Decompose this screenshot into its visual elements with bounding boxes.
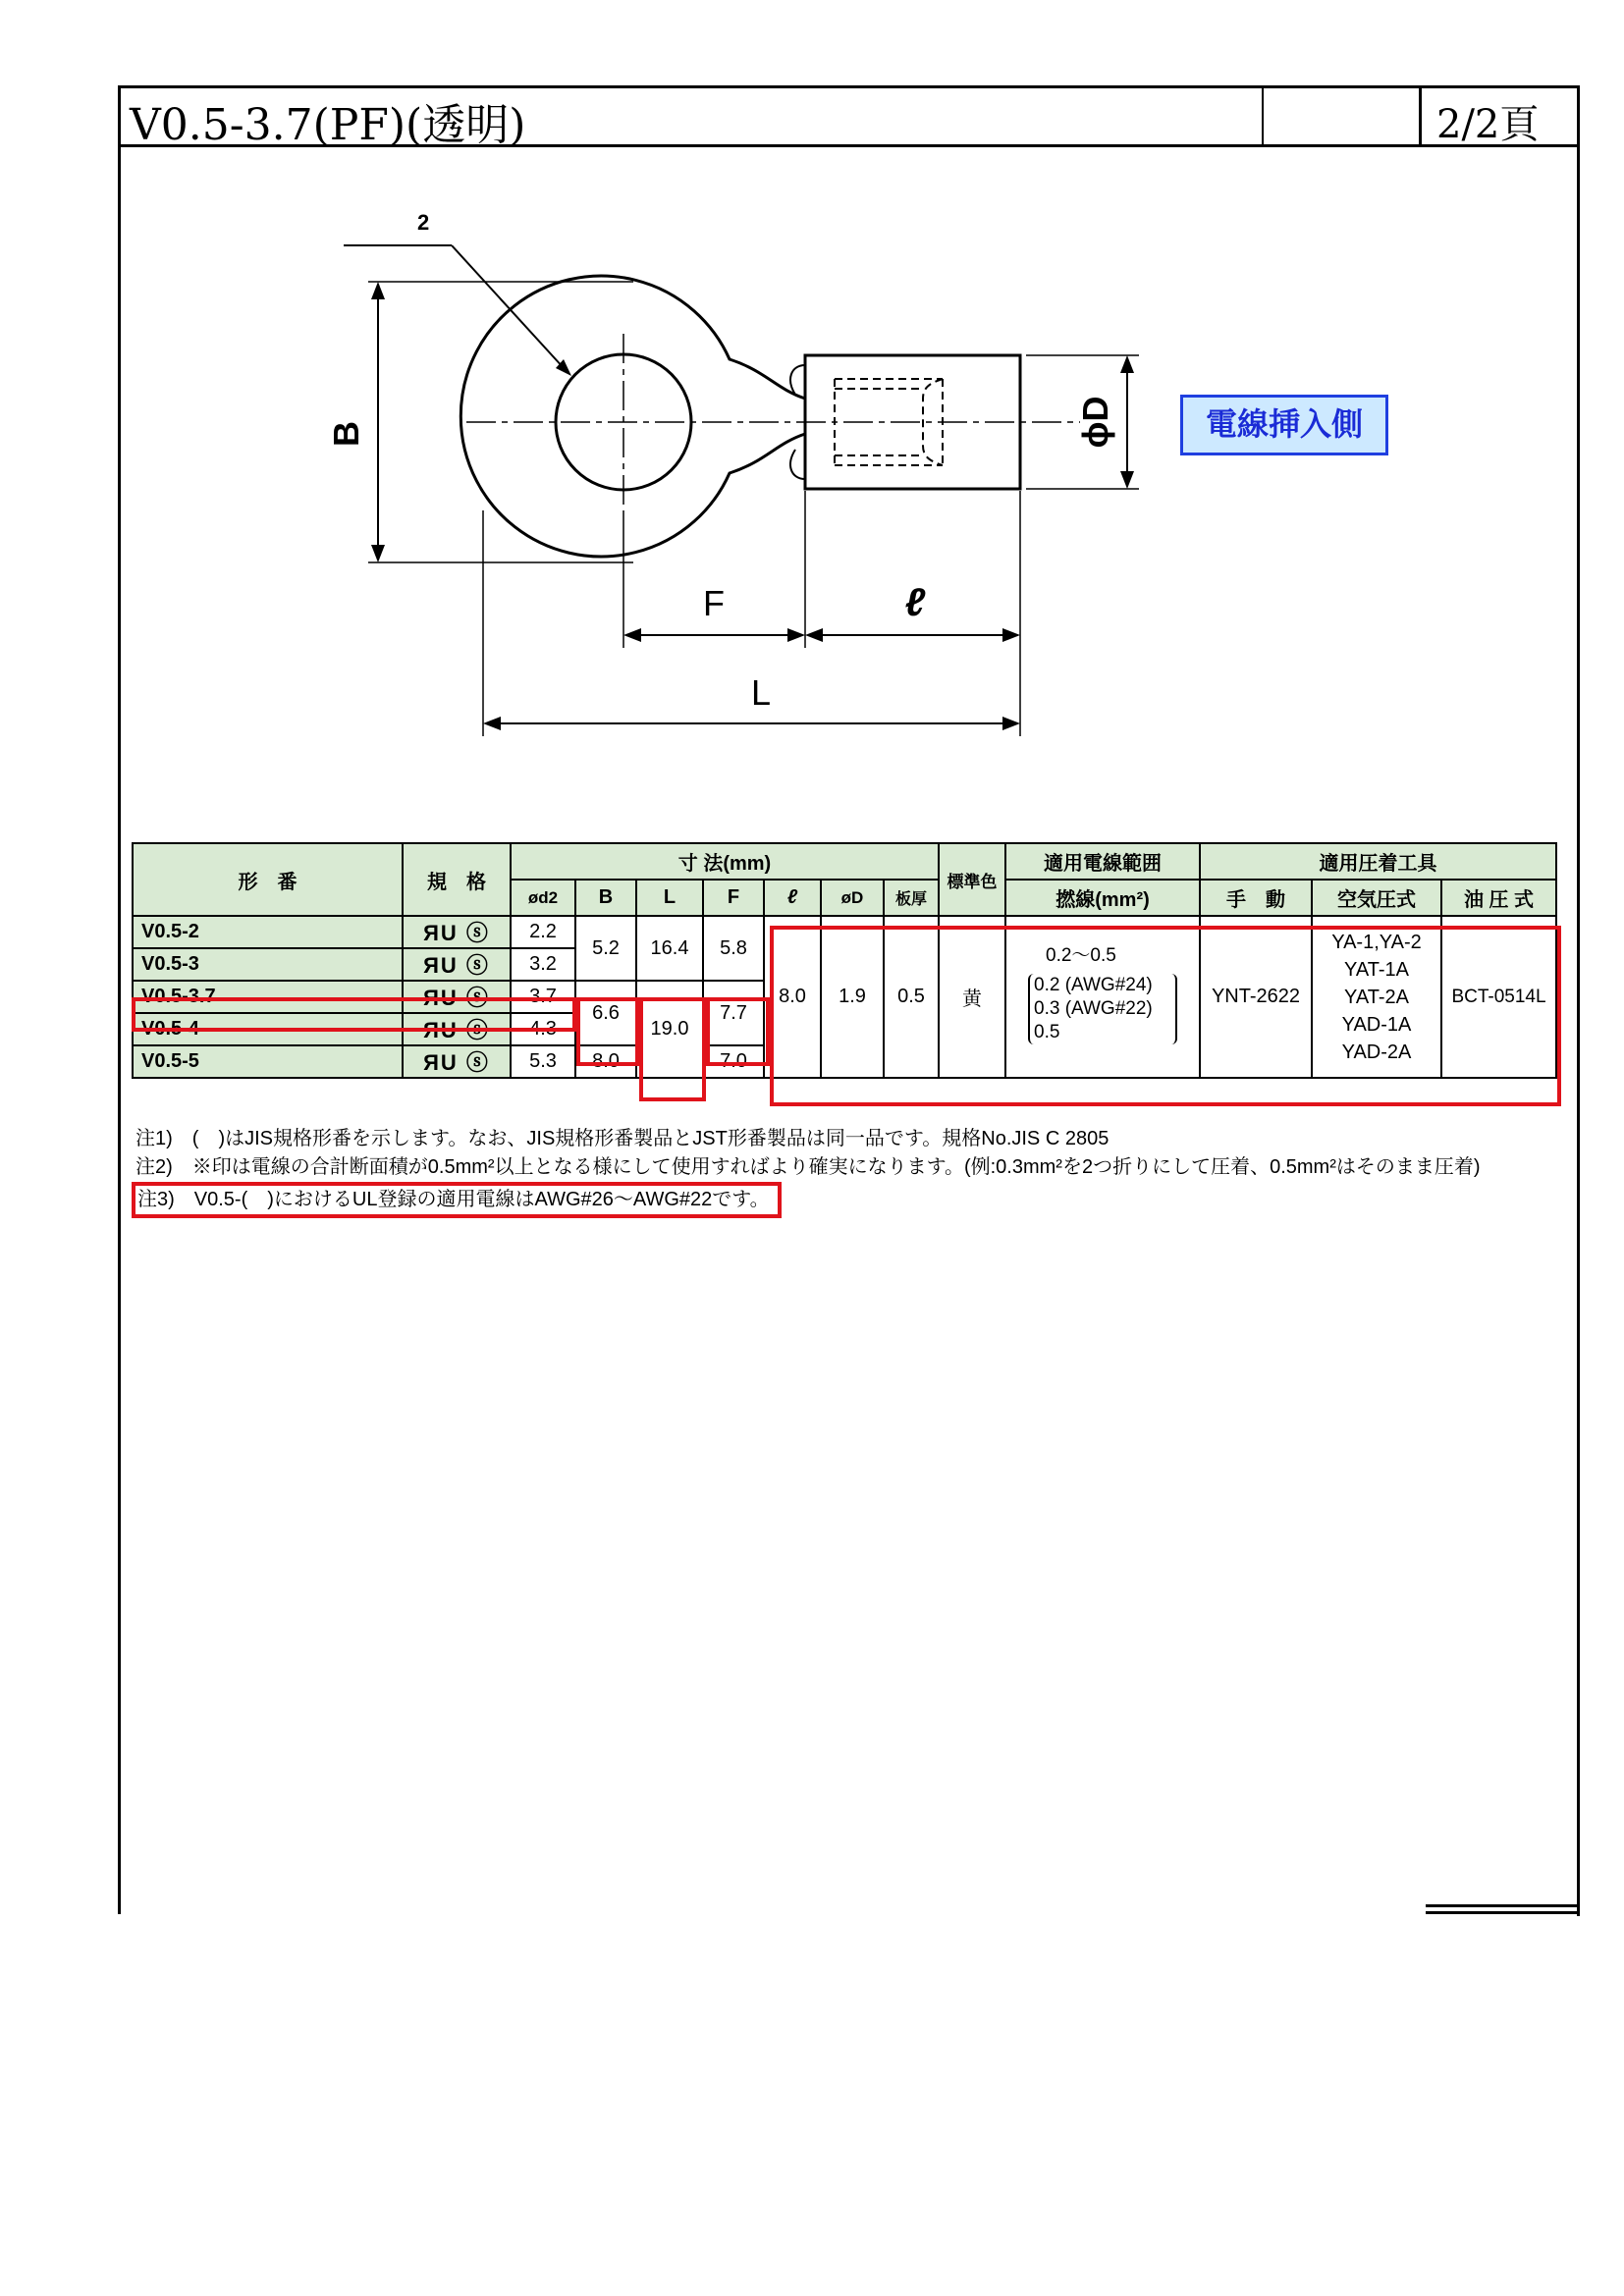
dim-L-label: L [750, 672, 772, 713]
col-d2: ød2 [511, 880, 575, 916]
pneumatic-line: YAT-2A [1344, 986, 1409, 1008]
bottom-double-rule [1426, 1904, 1578, 1914]
wire-line: 0.3 (AWG#22) [1034, 997, 1153, 1019]
cell-B: 6.6 [575, 981, 636, 1045]
cell-D: 1.9 [821, 916, 884, 1078]
cell-thickness: 0.5 [884, 916, 939, 1078]
highlight-F [706, 997, 770, 1066]
col-dimensions: 寸 法(mm) [511, 843, 939, 880]
col-pneumatic: 空気圧式 [1312, 880, 1441, 916]
pneumatic-line: YA-1,YA-2 [1331, 931, 1422, 953]
cert-mark: ЯU ⓢ [403, 981, 511, 1013]
cell-F: 5.8 [703, 916, 764, 981]
cell-B: 8.0 [575, 1045, 636, 1078]
cell-B: 5.2 [575, 916, 636, 981]
cell-L: 16.4 [636, 916, 703, 981]
d2-subscript: 2 [417, 210, 430, 235]
cert-mark: ЯU ⓢ [403, 1013, 511, 1045]
note-1: 注1) ( )はJIS規格形番を示します。なお、JIS規格形番製品とJST形番製品は同一品です。規格No.JIS C 2805 [135, 1128, 1110, 1149]
terminal-drawing [314, 187, 1198, 756]
col-model: 形 番 [133, 843, 403, 916]
col-manual: 手 動 [1200, 880, 1312, 916]
cert-mark: ЯU ⓢ [403, 948, 511, 981]
row-model: V0.5-3 [133, 948, 403, 981]
title-empty-cell [1262, 85, 1421, 144]
col-hydraulic: 油 圧 式 [1441, 880, 1556, 916]
col-thickness: 板厚 [884, 880, 939, 916]
col-ell: ℓ [764, 880, 821, 916]
col-F: F [703, 880, 764, 916]
note-3: 注3) V0.5-( )におけるUL登録の適用電線はAWG#26〜AWG#22です。 [132, 1182, 782, 1218]
cell-d2: 2.2 [511, 916, 575, 948]
dim-F-label: F [703, 583, 725, 623]
title-block [118, 85, 1577, 150]
cell-hydraulic: BCT-0514L [1441, 916, 1556, 1078]
highlight-right-block [770, 926, 1561, 1106]
cert-mark: ЯU ⓢ [403, 916, 511, 948]
dim-ell-label: ℓ [904, 581, 926, 624]
highlight-B [576, 997, 639, 1066]
notes [135, 1125, 1481, 1218]
row-model: V0.5-2 [133, 916, 403, 948]
cell-d2: 3.2 [511, 948, 575, 981]
col-std-color: 標準色 [939, 843, 1005, 916]
col-D: øD [821, 880, 884, 916]
cell-manual: YNT-2622 [1200, 916, 1312, 1078]
insertion-side-label: 電線挿入側 [1180, 395, 1388, 455]
cell-d2: 5.3 [511, 1045, 575, 1078]
col-tools: 適用圧着工具 [1200, 843, 1556, 880]
page-number: 2/2頁 [1436, 102, 1540, 147]
document-title: V0.5-3.7(PF)(透明) [130, 100, 526, 150]
cell-F: 7.7 [703, 981, 764, 1045]
note-2: 注2) ※印は電線の合計断面積が0.5mm²以上となる様にして使用すればより確実になります。(例:0.3mm²を2つ折りにして圧着、0.5mm²はそのまま圧着) [135, 1156, 1481, 1178]
cell-d2: 4.3 [511, 1013, 575, 1045]
col-standard: 規 格 [403, 843, 511, 916]
cell-color: 黄 [939, 916, 1005, 1078]
pneumatic-line: YAT-1A [1344, 958, 1409, 981]
cell-d2: 3.7 [511, 981, 575, 1013]
cell-L: 19.0 [636, 981, 703, 1078]
highlight-L [639, 997, 706, 1101]
cell-ell: 8.0 [764, 916, 821, 1078]
pneumatic-line: YAD-1A [1341, 1013, 1412, 1036]
row-model: V0.5-4 [133, 1013, 403, 1045]
row-model: V0.5-5 [133, 1045, 403, 1078]
wire-line: 0.2〜0.5 [1046, 944, 1116, 966]
frame-gap [116, 1914, 1422, 1926]
wire-line: 0.2 (AWG#24) [1034, 974, 1153, 995]
wire-line: 0.5 [1034, 1021, 1060, 1042]
col-stranded: 撚線(mm²) [1005, 880, 1200, 916]
highlight-row [132, 997, 576, 1032]
row-model: V0.5-3.7 [133, 981, 403, 1013]
col-wire-range: 適用電線範囲 [1005, 843, 1200, 880]
col-L: L [636, 880, 703, 916]
dim-B-label: B [326, 421, 366, 447]
col-B: B [575, 880, 636, 916]
cert-mark: ЯU ⓢ [403, 1045, 511, 1078]
cell-F: 7.0 [703, 1045, 764, 1078]
pneumatic-line: YAD-2A [1341, 1041, 1412, 1063]
dim-phiD-label: ϕD [1075, 396, 1115, 449]
